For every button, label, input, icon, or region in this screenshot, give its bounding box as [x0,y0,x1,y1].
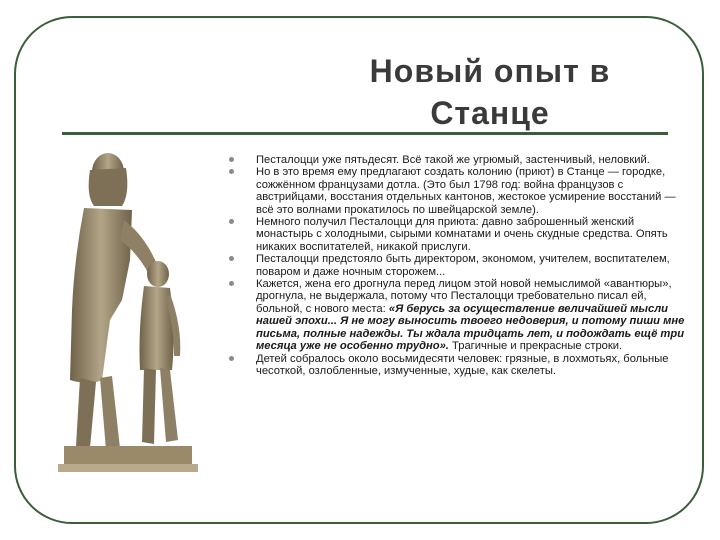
bullet-icon [229,219,234,224]
bullet-list [228,154,688,377]
bullet-icon [229,256,234,261]
title-line-1: Новый опыт в [369,53,611,89]
statue-image [50,150,200,480]
bullet-text: Песталоцци предстояло быть директором, экономом, учителем, воспитателем, поваром и даже ночным сторожем... [256,253,670,278]
bullet-icon [229,281,234,286]
title-line-2: Станце [430,95,550,131]
bullet-text: Но в это время ему предлагают создать колонию (приют) в Станце — городке, сожжённом французами дотла. (Это был 1798 год: война французов с австрийцами, восстания отдельных кантонов, жестокое усмирение восстаний — всё это волнами прокатилось по швейцарской земле). [256,166,676,216]
bullet-text-after: Трагичные и прекрасные строки. [448,340,623,353]
bullet-item [228,216,688,253]
bullet-icon [229,157,234,162]
bullet-item [228,154,688,166]
bullet-icon [229,356,234,361]
bullet-item [228,166,688,216]
bullet-text: Немного получил Песталоцци для приюта: давно заброшенный женский монастырь с холодными, сырыми комнатами и очень скудные средства. Опять никаких воспитателей, никакой прислуги. [256,216,668,253]
title-divider [62,132,668,135]
bullet-text: Детей собралось около восьмидесяти человек: грязные, в лохмотьях, больные чесоткой, озлобленные, измученные, худые, как скелеты. [256,352,669,377]
bullet-text: Песталоцци уже пятьдесят. Всё такой же угрюмый, застенчивый, неловкий. [256,154,650,166]
bullet-item [228,353,688,378]
bullet-item [228,278,688,352]
slide-title [330,50,650,134]
bullet-icon [229,169,234,174]
bullet-item [228,253,688,278]
bullet-text-quote: «Я берусь за осуществление величайшей мысли нашей эпохи... Я не могу выносить твоего недоверия, и потому пиши мне письма, полные надежды. Ты ждала тридцать лет, и подождать ещё три месяца уже не особенно трудно». [256,302,685,353]
bullet-text-before: Кажется, жена его дрогнула перед лицом этой новой немыслимой «авантюры», дрогнула, не выдержала, потому что Песталоцци требовательно писал ей, больной, с нового места: [256,278,672,315]
